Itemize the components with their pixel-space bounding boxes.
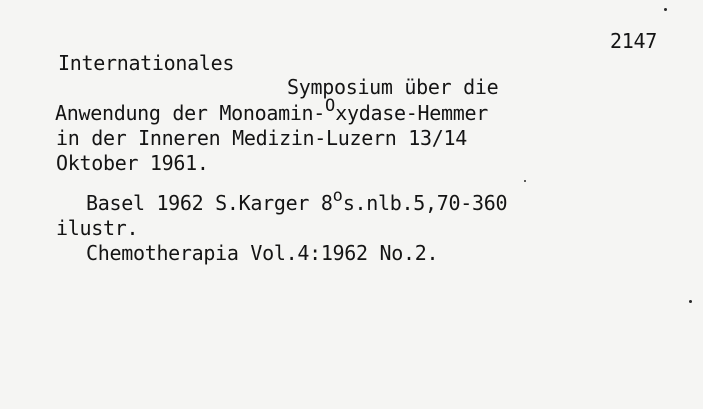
title-line-4: in der Inneren Medizin-Luzern 13/14 [56,126,467,150]
superscript-degree: o [332,186,343,206]
speck [664,8,667,11]
imprint-line [86,186,508,217]
title-line-3-text: Anwendung der Monoamin- [55,101,326,125]
imprint-text: Basel 1962 S.Karger 8 [86,191,333,215]
speck [524,180,526,182]
title-line-3 [55,96,488,127]
title-line-3-rest: xydase-Hemmer [335,101,488,125]
speck [689,300,692,303]
superscript-o: O [325,96,336,116]
call-number: 2147 [610,29,657,53]
illustration-note: ilustr. [56,216,139,240]
title-line-2: Symposium über die [287,75,499,99]
date-line: Oktober 1961. [56,151,209,175]
title-line-1: Internationales [58,51,235,75]
imprint-rest: s.nlb.5,70-360 [342,191,508,215]
series-line: Chemotherapia Vol.4:1962 No.2. [86,241,439,265]
